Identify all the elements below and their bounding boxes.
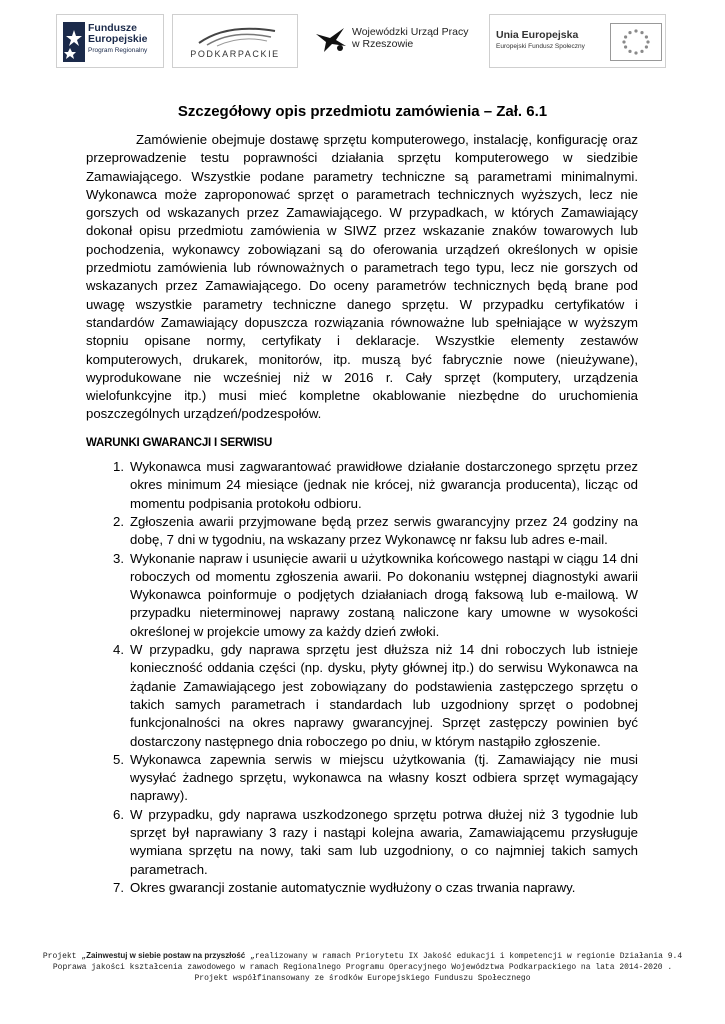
- section-heading: WARUNKI GWARANCJI I SERWISU: [86, 436, 273, 449]
- list-item-text: Wykonanie napraw i usunięcie awarii u użytkownika końcowego nastąpi w ciągu 14 dni roboczych od momentu zgłoszenia awarii. Po dokonaniu wstępnej diagnostyki awarii Wykonawca poinformuje o podjętych działaniach drogą faksową lub e-mailową. W przypadku nieterminowej naprawy zostaną naliczone kary umowne w wysokości określonej w projekcie umowy za każdy dzień zwłoki.: [130, 550, 638, 639]
- podkarpackie-text: PODKARPACKIE: [190, 49, 280, 59]
- list-item-number: 7.: [113, 879, 124, 895]
- list-item: [86, 513, 638, 550]
- list-item-number: 4.: [113, 642, 124, 658]
- intro-paragraph: Zamówienie obejmuje dostawę sprzętu komputerowego, instalację, konfigurację oraz przeprowadzenie testu poprawności działania sprzętu komputerowego w siedzibie Zamawiającego. Wszystkie podane parametry techniczne są parametrami minimalnymi. Wykonawca może zaproponować sprzęt o parametrach technicznych wyższych, lecz nie gorszych od wskazanych przez Zamawiającego. W przypadkach, w których Zamawiający dokonał opisu przedmiotu zamówienia w SIWZ przez wskazanie znaków towarowych lub pochodzenia, wykonawcy zobowiązani są do oferowania urządzeń określonych w opisie przedmiotu zamówienia lub równoważnych o parametrach tego typu, lecz nie gorszych od wskazanych przez Zamawiającego. Do oceny parametrów technicznych będą brane pod uwagę wszystkie parametry techniczne danego sprzętu. W przypadku certyfikatów i standardów Zamawiający dopuszcza rozwiązania równoważne lub spełniające w wyższym stopniu opisane normy, certyfikaty i deklaracje. Wszystkie elementy zestawów komputerowych, drukarek, monitorów, itp. muszą być fabrycznie nowe (nieużywane), wyprodukowane nie wcześniej niż w 2016 r. Cały sprzęt (komputery, urządzenia wielofunkcyjne itp.) musi mieć kompletne okablowanie niezbędne do uruchomienia poszczególnych urządzeń/podzespołów.: [86, 132, 638, 422]
- eu-flag-icon: [610, 23, 662, 61]
- list-item-number: 3.: [113, 550, 124, 566]
- list-item: [86, 751, 638, 806]
- list-item: [86, 641, 638, 751]
- list-item-text: Zgłoszenia awarii przyjmowane będą przez serwis gwarancyjny przez 24 godziny na dobę, 7 dni w tygodniu, na wskazany przez Wykonawcę nr faksu lub adres e-mail.: [130, 513, 638, 548]
- fe-line2: Europejskie: [88, 33, 148, 45]
- wup-bird-icon: [314, 24, 348, 54]
- list-item: [86, 879, 638, 897]
- warranty-terms-list: [86, 458, 638, 897]
- list-item-number: 5.: [113, 751, 124, 767]
- list-item: [86, 458, 638, 513]
- ue-line1: Unia Europejska: [496, 29, 579, 41]
- fe-line1: Fundusze: [88, 22, 137, 34]
- footer-prefix: Projekt „: [42, 952, 87, 961]
- list-item-number: 2.: [113, 513, 124, 529]
- list-item-text: Okres gwarancji zostanie automatycznie wydłużony o czas trwania naprawy.: [130, 879, 576, 895]
- project-footer: [40, 950, 685, 984]
- wup-logo: [312, 14, 487, 68]
- list-item-number: 1.: [113, 459, 124, 475]
- ue-line2: Europejski Fundusz Społeczny: [496, 43, 585, 50]
- podkarpackie-swoosh-icon: [197, 21, 277, 47]
- list-item: [86, 550, 638, 641]
- list-item-text: W przypadku, gdy naprawa uszkodzonego sprzętu potrwa dłużej niż 3 tygodnie lub sprzęt był naprawiany 3 razy i nastąpi kolejna awaria, Zamawiającemu przysługuje wymiana sprzętu na nowy, taki sam lub uzgodniony, o co najmniej takich samych parametrach.: [130, 806, 638, 877]
- list-item-number: 6.: [113, 806, 124, 822]
- wup-line1: Wojewódzki Urząd Pracy: [352, 26, 469, 38]
- document-title: Szczegółowy opis przedmiotu zamówienia – Zał. 6.1: [177, 103, 548, 120]
- list-item-text: W przypadku, gdy naprawa sprzętu jest dłuższa niż 14 dni roboczych lub istnieje konieczność oddania części (np. dysku, płyty głównej itp.) do serwisu Wykonawca na żądanie Zamawiającego jest zobowiązany do podstawienia zastępczego sprzętu o takich samych parametrach i standardach lub uzgodniony sprzęt o podobnej funkcjonalności na okres naprawy gwarancyjnej. Sprzęt zastępczy powinien być dostarczony następnego dnia roboczego po dniu, w którym nastąpiło zgłoszenie.: [130, 642, 638, 749]
- podkarpackie-logo: [172, 14, 298, 68]
- document-body: [86, 131, 638, 897]
- list-item: [86, 806, 638, 879]
- logo-header: [56, 14, 666, 68]
- wup-line2: w Rzeszowie: [352, 38, 414, 50]
- list-item-text: Wykonawca zapewnia serwis w miejscu użytkowania (tj. Zamawiający nie musi wysyłać żadnego sprzętu, wykonawca na własny koszt odbiera sprzęt wymagający naprawy).: [130, 751, 638, 804]
- fundusze-europejskie-star-icon: [63, 22, 85, 62]
- list-item-text: Wykonawca musi zagwarantować prawidłowe działanie dostarczonego sprzętu przez okres minimum 24 miesiące (jednak nie krócej, niż gwarancja producenta), licząc od momentu podpisania protokołu odbioru.: [130, 459, 638, 511]
- footer-project-name: Zainwestuj w siebie postaw na przyszłość: [86, 951, 246, 960]
- fe-line3: Program Regionalny: [88, 47, 148, 54]
- footer-text: „realizowany w ramach Priorytetu IX Jakość edukacji i kompetencji w regionie Działania 9.4 Poprawa jakości kształcenia zawodowego w ramach Regionalnego Programu Operacyjnego Województwa Podkarpackiego na lata 2014-2020 . Projekt współfinansowany ze środków Europejskiego Funduszu Społecznego: [52, 952, 683, 983]
- unia-europejska-logo: [489, 14, 666, 68]
- fundusze-europejskie-logo: [56, 14, 164, 68]
